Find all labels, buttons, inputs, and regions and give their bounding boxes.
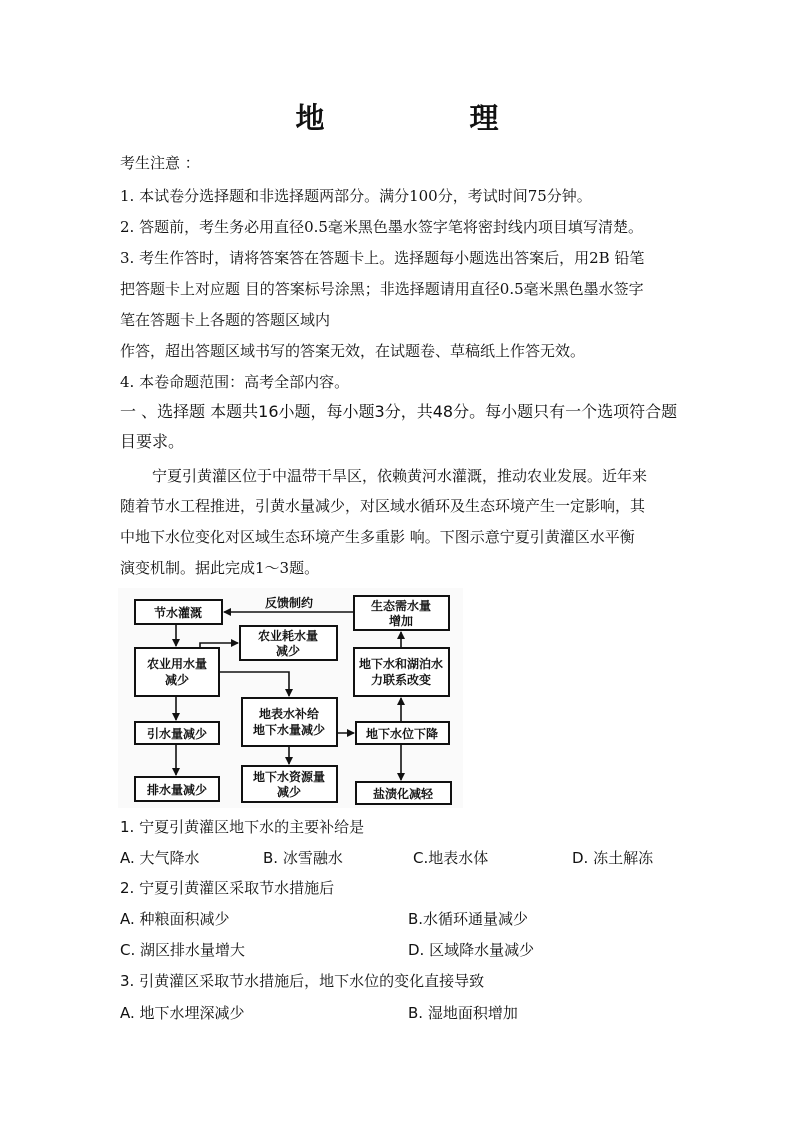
box-label: 减少 xyxy=(276,785,302,799)
option-b: B. 湿地面积增加 xyxy=(408,1004,518,1022)
passage-line: 宁夏引黄灌区位于中温带干旱区，依赖黄河水灌溉，推动农业发展。近年来 xyxy=(152,467,648,485)
box-label: 地下水位下降 xyxy=(365,727,439,741)
passage-line: 演变机制。据此完成1～3题。 xyxy=(120,559,320,577)
section-heading-cont: 目要求。 xyxy=(120,432,185,451)
box-label: 减少 xyxy=(164,673,190,687)
passage-line: 中地下水位变化对区域生态环境产生多重影 响。下图示意宁夏引黄灌区水平衡 xyxy=(120,528,635,546)
section-heading: 一 、选择题 本题共16小题，每小题3分，共48分。每小题只有一个选项符合题 xyxy=(120,402,678,421)
box-label: 地表水补给 xyxy=(258,707,320,721)
box-label: 增加 xyxy=(388,614,414,628)
box-label: 盐渍化减轻 xyxy=(372,787,434,801)
box-label: 引水量减少 xyxy=(146,727,208,741)
box-label: 农业耗水量 xyxy=(257,629,319,643)
option-d: D. 冻土解冻 xyxy=(572,849,654,867)
box-label: 地下水量减少 xyxy=(252,723,326,737)
option-d: D. 区域降水量减少 xyxy=(408,941,535,959)
notice-item: 2. 答题前，考生务必用直径0.5毫米黑色墨水签字笔将密封线内项目填写清楚。 xyxy=(120,218,643,236)
question-stem: 2. 宁夏引黄灌区采取节水措施后 xyxy=(120,879,335,897)
box-surface-recharge xyxy=(242,698,337,746)
box-label: 力联系改变 xyxy=(370,673,432,687)
box-agri-use xyxy=(135,648,219,696)
passage-line: 随着节水工程推进，引黄水量减少，对区域水循环及生态环境产生一定影响，其 xyxy=(120,497,646,515)
box-gw-lake xyxy=(354,648,449,696)
box-label: 生态需水量 xyxy=(370,599,432,613)
notice-heading: 考生注意 ： xyxy=(120,154,200,172)
notice-item: 4. 本卷命题范围：高考全部内容。 xyxy=(120,373,350,391)
option-a: A. 地下水埋深减少 xyxy=(120,1004,245,1022)
box-label: 农业用水量 xyxy=(146,657,208,671)
notice-item: 把答题卡上对应题 目的答案标号涂黑；非选择题请用直径0.5毫米黑色墨水签字 xyxy=(120,280,644,298)
notice-item: 1. 本试卷分选择题和非选择题两部分。满分100分，考试时间75分钟。 xyxy=(120,187,592,205)
option-c: C. 湖区排水量增大 xyxy=(120,941,246,959)
feedback-label: 反馈制约 xyxy=(264,596,314,610)
option-a: A. 种粮面积减少 xyxy=(120,910,230,928)
box-label: 减少 xyxy=(275,644,301,658)
page-title: 地 理 xyxy=(295,101,557,135)
box-label: 节水灌溉 xyxy=(153,606,203,620)
box-label: 地下水资源量 xyxy=(252,770,326,784)
box-label: 地下水和湖泊水 xyxy=(358,657,444,671)
question-stem: 3. 引黄灌区采取节水措施后，地下水位的变化直接导致 xyxy=(120,972,485,990)
notice-item: 作答，超出答题区域书写的答案无效，在试题卷、草稿纸上作答无效。 xyxy=(120,342,586,360)
option-b: B. 冰雪融水 xyxy=(263,849,343,867)
option-a: A. 大气降水 xyxy=(120,849,200,867)
box-label: 排水量减少 xyxy=(146,783,208,797)
notice-item: 3. 考生作答时，请将答案答在答题卡上。选择题每小题选出答案后，用2B 铅笔 xyxy=(120,249,645,267)
option-c: C.地表水体 xyxy=(413,849,489,867)
option-b: B.水循环通量减少 xyxy=(408,910,529,928)
notice-item: 笔在答题卡上各题的答题区域内 xyxy=(120,311,331,329)
question-stem: 1. 宁夏引黄灌区地下水的主要补给是 xyxy=(120,818,365,836)
water-balance-diagram xyxy=(118,588,463,808)
